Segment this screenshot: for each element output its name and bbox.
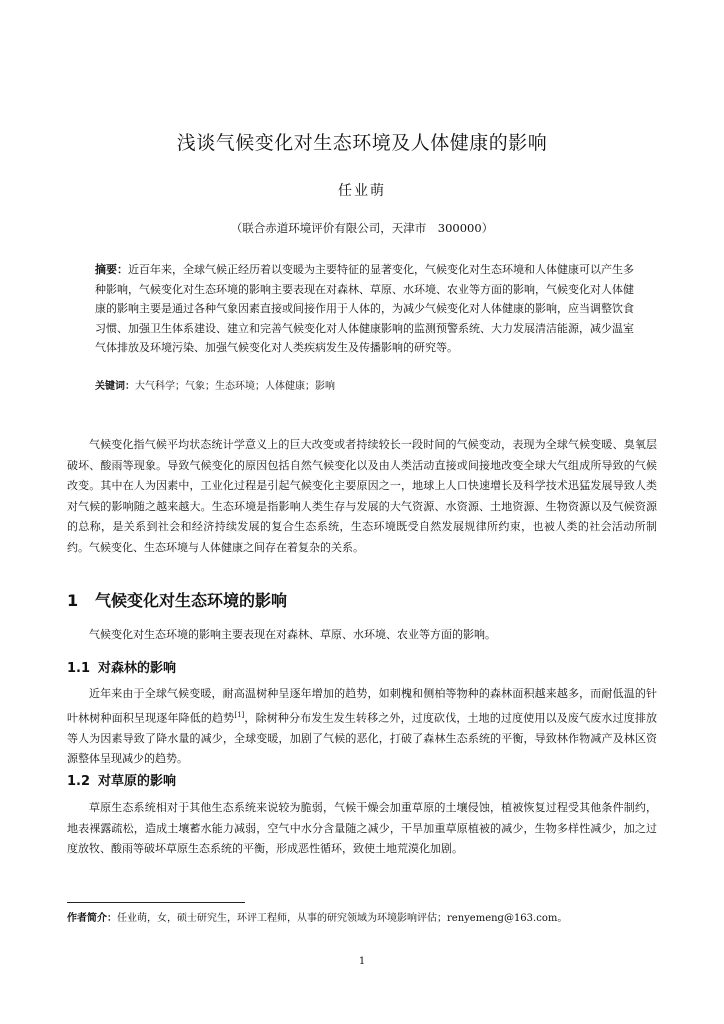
- section-1-heading: [67, 588, 287, 611]
- page-number: 1: [358, 956, 366, 967]
- author-name: 任业萌: [338, 183, 386, 199]
- abstract: [95, 260, 635, 358]
- section-1-1-paragraph: [67, 684, 657, 770]
- section-1-2-title: 对草原的影响: [98, 774, 177, 789]
- citation-ref[interactable]: [1]: [234, 710, 245, 719]
- keywords: [95, 379, 635, 395]
- section-1-2-heading: [67, 770, 176, 789]
- section-1-2-number: 1.2: [67, 774, 91, 789]
- keywords-label: 关键词：: [95, 381, 135, 392]
- section-1-2-paragraph: 草原生态系统相对于其他生态系统来说较为脆弱，气候干燥会加重草原的土壤侵蚀，植被恢复过程受其他条件制约，地表裸露疏松，造成土壤蓄水能力减弱，空气中水分含量随之减少，干旱加重草原植被的减少，生物多样性减少，加之过度放牧、酸雨等破坏草原生态系统的平衡，形成恶性循环，致使土地荒漠化加剧。: [67, 801, 657, 856]
- author-footnote: [67, 909, 667, 924]
- keywords-text: 大气科学；气象；生态环境；人体健康；影响: [135, 381, 335, 392]
- author-affiliation: （联合赤道环境评价有限公司，天津市 300000）: [230, 221, 494, 235]
- paper-title: 浅谈气候变化对生态环境及人体健康的影响: [176, 132, 548, 154]
- intro-paragraph: 气候变化指气候平均状态统计学意义上的巨大改变或者持续较长一段时间的气候变动，表现为全球气候变暖、臭氧层破坏、酸雨等现象。导致气候变化的原因包括自然气候变化以及由人类活动直接或间接地改变全球大气组成所导致的气候改变。其中在人为因素中，工业化过程是引起气候变化主要原因之一，地球上人口快速增长及科学技术迅猛发展导致人类对气候的影响随之越来越大。生态环境是指影响人类生存与发展的大气资源、水资源、土地资源、生物资源以及气候资源的总称，是关系到社会和经济持续发展的复合生态系统，生态环境既受自然发展规律所约束，也被人类的社会活动所制约。气候变化、生态环境与人体健康之间存在着复杂的关系。: [67, 438, 657, 554]
- section-1-paragraph: 气候变化对生态环境的影响主要表现在对森林、草原、水环境、农业等方面的影响。: [89, 628, 496, 641]
- section-1-1-heading: [67, 657, 176, 676]
- section-1-1-text-b: ，除树种分布发生发生转移之外，过度砍伐，土地的过度使用以及废气废水过度排放等人为因素导致了降水量的减少，全球变暖，加剧了气候的恶化，打破了森林生态系统的平衡，导致林作物减产及林区资源整体呈现减少的趋势。: [67, 711, 658, 766]
- section-1-1-title: 对森林的影响: [98, 661, 177, 676]
- abstract-text: 近百年来，全球气候正经历着以变暖为主要特征的显著变化，气候变化对生态环境和人体健康可以产生多种影响，气候变化对生态环境的影响主要表现在对森林、草原、水环境、农业等方面的影响，气候变化对人体健康的影响主要是通过各种气象因素直接或间接作用于人体的，为减少气候变化对人体健康的影响，应当调整饮食习惯、加强卫生体系建设、建立和完善气候变化对人体健康影响的监测预警系统、大力发展清洁能源，减少温室气体排放及环境污染、加强气候变化对人类疾病发生及传播影响的研究等。: [95, 263, 634, 355]
- footnote-label: 作者简介：: [67, 913, 117, 924]
- section-1-1-text-a: 近年来由于全球气候变暖，耐高温树种呈逐年增加的趋势，如刺槐和侧柏等物种的森林面积越来越多，而耐低温的针叶林树种面积呈现逐年降低的趋势: [67, 687, 657, 725]
- footnote-text: 任业萌，女，硕士研究生，环评工程师，从事的研究领域为环境影响评估；renyemeng@163.com。: [117, 913, 568, 924]
- section-1-number: 1: [67, 591, 79, 610]
- section-1-1-number: 1.1: [67, 661, 91, 676]
- footnote-divider: [67, 902, 245, 903]
- abstract-label: 摘要：: [95, 263, 128, 276]
- section-1-title: 气候变化对生态环境的影响: [95, 591, 288, 610]
